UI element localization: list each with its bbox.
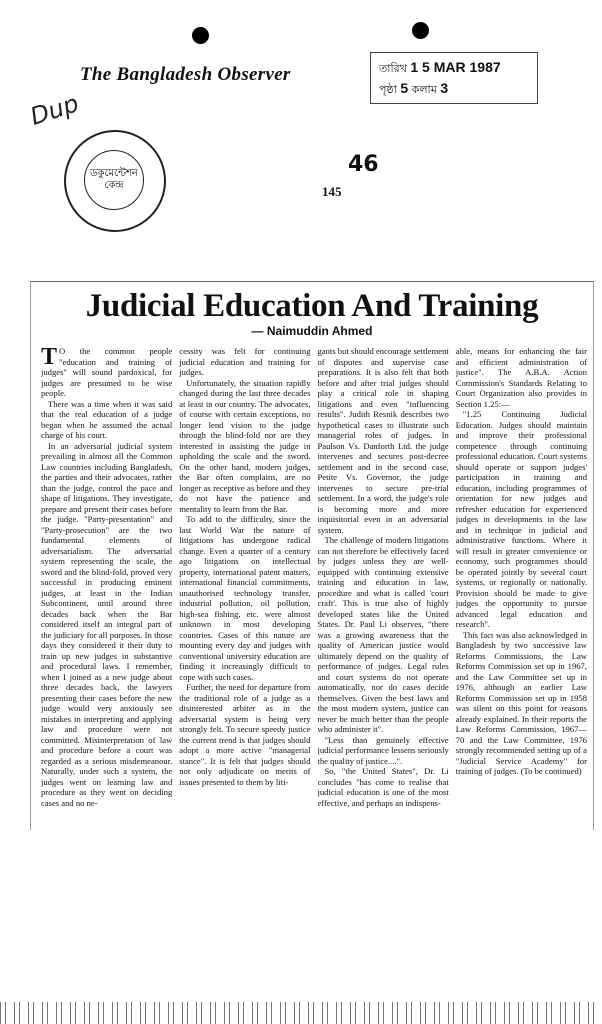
handwritten-note: Dup bbox=[26, 89, 83, 131]
page-value: 5 bbox=[400, 80, 409, 96]
paragraph: There was a time when it was said that the real education of a judge began when he assumed the actual charge of his court. bbox=[41, 398, 173, 440]
punch-hole-left bbox=[192, 27, 209, 44]
paragraph: T O the common people "education and training of judges" will sound pardoxical, for judges are presumed to be wise people. bbox=[41, 346, 173, 398]
scan-edge-noise bbox=[0, 1002, 602, 1024]
date-stamp-box bbox=[370, 52, 538, 104]
paragraph: Unfortunately, the situation rapidly changed during the last three decades at least in our country. The advocates, of course with certain exceptions, no longer lend vision to the judge through the blind-fold nor are they interested in assisting the judge in upholding the scale and the sword. On the other hand, modern judges, the Bar often complains, are no longer as receptive as before and they do not have the patience and mentality to learn from the Bar. bbox=[179, 377, 311, 514]
paragraph: The challenge of modern litigations can not therefore be effectively faced by judges unless they are well-equipped with continuing extensive training and education in law, procedure and what is called 'court craft'. This is true also of highly developed states like the United States. Dr. Paul Li observes, "there was a growing awareness that the quality of American justice would ultimately depend on the quality of performance of judges. Legal rules and court systems do not operate automatically, nor do cases decide themselves. Given the best laws and the most modern system, justice can never be much better than the people who administer it". bbox=[317, 535, 449, 734]
handwritten-page-number: 46 bbox=[348, 152, 379, 177]
paragraph: cessity was felt for continuing judicial education and training for judges. bbox=[179, 346, 311, 377]
article-byline: — Naimuddin Ahmed bbox=[251, 324, 373, 338]
paragraph: gants but should encourage settlement of disputes and supervise case preparations. It is also felt that both before and after trial judges should play a critical role in shaping litigations and even "influencing results". Judith Resnik describes two hypothetical cases to illustrate such managerial roles of judges. In Paulson Vs. Danforth Ltd. the judge intervenes and secures post-decree settlement and in the second case, Petite Vs. Governor, the judge intervenes to secure pre-trial settlement. In a word, the judge's role is becoming more and more inquisitorial even in an adversarial system. bbox=[317, 346, 449, 535]
article-column-3 bbox=[318, 346, 449, 826]
paragraph: So, "the United States", Dr. Li concludes "has come to realise that judicial education is one of the most effective, and perhaps an indispens- bbox=[317, 766, 449, 808]
paragraph: able, means for enhancing the fair and efficient administration of justice". The A.B.A. Action Commission's Standards Relating to Court Organization also provides in Section 1.25:— bbox=[455, 346, 587, 409]
article-headline: Judicial Education And Training bbox=[85, 288, 539, 324]
article-columns bbox=[41, 346, 587, 826]
paragraph: "Less than genuinely effective judicial performance lessens seriously the quality of justice....". bbox=[317, 734, 449, 766]
paragraph: Further, the need for departure from the traditional role of a judge as a disinterested arbiter as in the adversarial system is being very strongly felt. To secure speedy justice the current trend is that judges should adopt a more active "managerial stance". It is felt that judges should not only adjudicate on merits of issues presented to them by liti- bbox=[179, 682, 311, 787]
date-label: তারিখ bbox=[379, 62, 407, 75]
newspaper-masthead: The Bangladesh Observer bbox=[80, 64, 291, 85]
documentation-centre-seal bbox=[64, 130, 166, 232]
reference-number: 145 bbox=[322, 184, 342, 199]
article-column-2 bbox=[179, 346, 310, 826]
article-clipping bbox=[30, 281, 594, 830]
seal-text: ডকুমেন্টেশন কেন্দ্র bbox=[84, 150, 144, 210]
page-label: পৃষ্ঠা bbox=[379, 83, 397, 96]
date-value: 1 5 MAR 1987 bbox=[410, 59, 501, 75]
paragraph: To add to the difficulty, since the last World War the nature of litigations has undergone radical change. Even a quarter of a century ago litigations on intellectual property, international patent matters, international financial commitments, unauthorised technology transfer, industrial pollution, oil pollution, high-sea fishing, etc. were almost unknown in most developing countries. Cases of this nature are mounting every day and judges with conventional university education are finding it increasingly difficult to cope with such cases. bbox=[179, 514, 311, 682]
column-value: 3 bbox=[440, 80, 449, 96]
paragraph: This fact was also acknowledged in Bangladesh by two successive law Reforms Commissions, the Law Reforms Commission set up in 1967, and the Law Committee set up in 1976, although an earlier Law Reforms Commission set up in 1958 was silent on this point for reasons already explained. In their reports the Law Reforms Commission, 1967—70 and the Law Committee, 1976 strongly recommended setting up of a "Judicial Service Academy" for training of judges. (To be continued) bbox=[455, 629, 587, 776]
article-column-4 bbox=[456, 346, 587, 826]
punch-hole-right bbox=[412, 22, 429, 39]
column-label: কলাম bbox=[411, 83, 437, 96]
drop-cap: T bbox=[41, 346, 58, 370]
article-column-1 bbox=[41, 346, 172, 826]
paragraph: "1.25 Continuing Judicial Education. Judges should maintain and improve their professional competence through continuing professional education. Court systems should operate or support judges' participation in training and education, including programmes of orientation for new judges and refresher education for experienced judges in developments in the law and in technique in judicial and administrative functions. Where it will result in greater convenience or economy, such programmes should be operated jointly by several court systems, or regionally or nationally. Provision should be made to give judges the opportunity to pursue advanced legal education and research". bbox=[455, 409, 587, 629]
paragraph: In an adversarial judicial system prevailing in almost all the Common Law countries including Bangladesh, the parties and their advocates, rather than the judge, control the pace and shape of litigations. They investigate, prepare and present their cases before the judge. "Party-presentation" and "Party-prosecution" are the two fundamental elements of adversarialism. The adversarial system representing the scale, the sword and the blind-fold, proved very successful in producing eminent judges, at least in the Indian Subcontinent, until around three decades back when the Bar considered itself an integral part of the judiciary for all purposes. In those days they considered it their duty to train up new judges in substantive and procedural laws. I remember, when I joined as a new judge about three decades back, the lawyers presenting their cases before the new judge would very anxiously see mistakes in interpreting and applying law and procedure were not committed. Misinterpretation of law and procedure before a court was regarded as a serious misdemeanour. Naturally, under such a system, the judges went on learning law and procedure as they went on deciding cases and no ne- bbox=[41, 440, 173, 808]
